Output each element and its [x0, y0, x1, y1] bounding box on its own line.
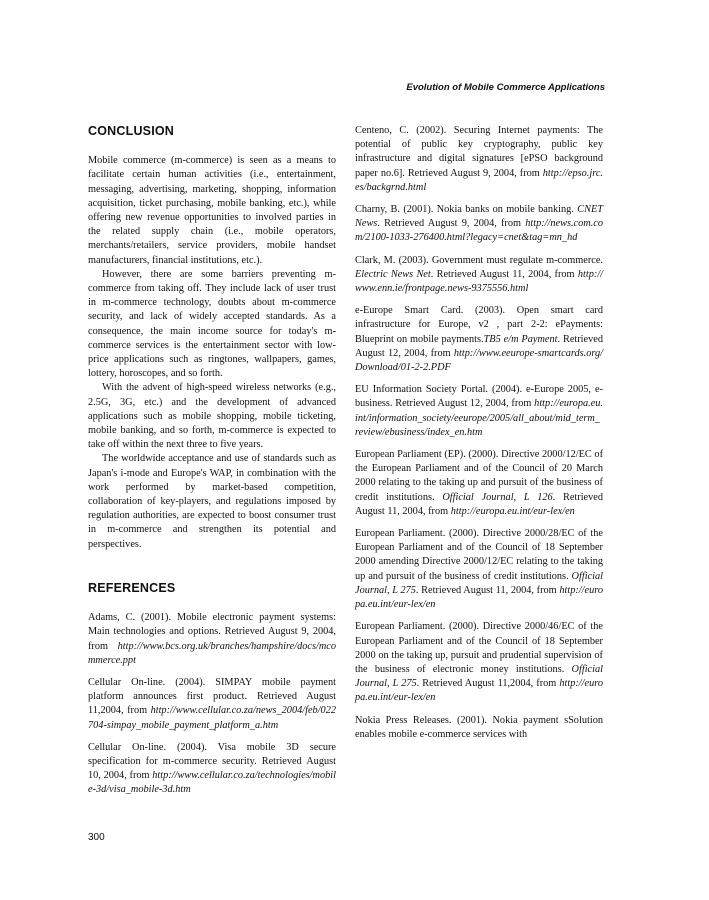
reference-source: Official Journal, L 275: [355, 663, 603, 690]
reference-source: CNET News: [355, 204, 603, 230]
reference-text: European Parliament. (2000). Directive 2000/46/EC of the European Parliament and of the Council of 18 September 2000 on the taking up, pursuit and prudential supervision of the business of electronic money institutions.: [355, 621, 603, 675]
reference-url[interactable]: http://www.bcs.org.uk/branches/hampshire/docs/mcommerce.ppt: [88, 640, 336, 666]
reference-item: [88, 676, 336, 733]
conclusion-paragraph-2: However, there are some barriers preventing m-commerce from taking off. They include lack of user trust in m-commerce technology, doubts about m-commerce security, and lack of widely accepted standards. As a consequence, the main income source for today's m-commerce services is the entertainment sector with low-price applications such as ringtones, wallpapers, games, lottery, horoscopes, and so forth.: [88, 268, 336, 380]
reference-item: [355, 527, 603, 612]
reference-text: European Parliament (EP). (2000). Directive 2000/12/EC of the European Parliament and of the Council of 20 March 2000 relating to the taking up and pursuit of the business of credit institutions.: [355, 449, 603, 503]
reference-text: EU Information Society Portal. (2004). e-Europe 2005, e-business. Retrieved August 12, 2004, from: [355, 384, 603, 410]
left-column: [88, 124, 336, 806]
reference-text: Cellular On-line. (2004). SIMPAY mobile payment platform announces first product. Retrieved August 11,2004, from: [88, 676, 336, 717]
reference-text: . Retrieved August 11, 2004, from: [430, 268, 578, 280]
reference-url[interactable]: http://europa.eu.int/eur-lex/en: [450, 505, 575, 517]
references-heading: REFERENCES: [88, 580, 176, 595]
running-header: Evolution of Mobile Commerce Applications: [406, 82, 605, 93]
reference-url[interactable]: http://europa.eu.int/eur-lex/en: [355, 584, 603, 611]
reference-url[interactable]: http://www.cellular.co.za/news_2004/feb/022704-simpay_mobile_payment_platform_a.htm: [88, 705, 336, 731]
reference-text: Nokia Press Releases. (2001). Nokia payment sSolution enables mobile e-commerce services with: [355, 714, 603, 740]
reference-url[interactable]: http://www.enn.ie/frontpage.news-9375556.html: [355, 268, 603, 295]
reference-text: . Retrieved August 9, 2004, from: [377, 218, 526, 230]
reference-text: European Parliament. (2000). Directive 2000/28/EC of the European Parliament and of the Council of 18 September 2000 amending Directive 2000/12/EC relating to the taking up and pursuit of the business of credit institutions.: [355, 528, 603, 582]
reference-text: Cellular On-line. (2004). Visa mobile 3D secure specification for m-commerce security. Retrieved August 10, 2004, from: [88, 741, 336, 782]
reference-item: [88, 611, 336, 668]
reference-item: [355, 304, 603, 375]
reference-source: Official Journal, L 275: [355, 570, 603, 596]
reference-text: . Retrieved August 11, 2004, from: [415, 584, 560, 596]
reference-item: [355, 714, 603, 742]
reference-url[interactable]: http://europa.eu.int/eur-lex/en: [355, 678, 603, 704]
reference-item: [355, 203, 603, 246]
reference-source: Electric News Net: [355, 268, 431, 280]
reference-text: . Retrieved August 11, 2004, from: [355, 491, 603, 517]
reference-url[interactable]: http://news.com.com/2100-1033-276400.html?legacy=cnet&tag=mn_hd: [355, 218, 603, 244]
reference-text: . Retrieved August 11,2004, from: [416, 678, 560, 690]
page-number: 300: [88, 832, 105, 843]
conclusion-heading: CONCLUSION: [88, 124, 175, 138]
references-left-list: [88, 611, 336, 797]
reference-source: TB5 e/m Payment: [483, 333, 558, 345]
conclusion-paragraph-4: The worldwide acceptance and use of standards such as Japan's i-mode and Europe's WAP, in combination with the work performed by market-based competition, collaboration of key-players, and regulations imposed by regulation authorities, are expected to boost consumer trust in m-commerce and strengthen its potential and perspectives.: [88, 453, 336, 550]
reference-text: Adams, C. (2001). Mobile electronic payment systems: Main technologies and options. Retrieved August 9, 2004, from: [88, 612, 336, 652]
reference-item: [355, 620, 603, 705]
reference-url[interactable]: http://europa.eu.int/information_society/eeurope/2005/all_about/mid_term_review/ebusiness/index_en.htm: [355, 398, 603, 438]
conclusion-paragraph-1: Mobile commerce (m-commerce) is seen as a means to facilitate certain human activities (i.e., entertainment, messaging, advertising, marketing, shopping, information acquisition, ticket purchasing, mobile banking, etc.), while offering new revenue opportunities to involved parties in the related supply chain (i.e., mobile operators, merchants/retailers, service providers, mobile handset manufacturers, financial institutions, etc.).: [88, 155, 336, 266]
reference-url[interactable]: http://www.cellular.co.za/technologies/mobile-3d/visa_mobile-3d.htm: [88, 770, 336, 796]
reference-url[interactable]: http://www.eeurope-smartcards.org/Download/01-2-2.PDF: [355, 347, 603, 374]
reference-item: [355, 383, 603, 440]
reference-item: [88, 741, 336, 798]
reference-text: . Retrieved August 12, 2004, from: [355, 333, 603, 359]
reference-text: Charny, B. (2001). Nokia banks on mobile banking.: [355, 204, 578, 216]
right-column: [355, 124, 603, 750]
reference-item: [355, 124, 603, 195]
reference-text: Clark, M. (2003). Government must regulate m-commerce.: [355, 254, 603, 266]
reference-text: e-Europe Smart Card. (2003). Open smart card infrastructure for Europe, v2 , part 2-2: ePayments: Blueprint on mobile payments.: [355, 305, 603, 345]
reference-source: Official Journal, L 126: [442, 491, 553, 503]
conclusion-paragraph-3: With the advent of high-speed wireless networks (e.g., 2.5G, 3G, etc.) and the development of advanced applications such as mobile shopping, mobile ticketing, mobile banking, and so forth, m-commerce is expected to take off within the next three to five years.: [88, 382, 336, 451]
reference-text: Centeno, C. (2002). Securing Internet payments: The potential of public key cryptography, public key infrastructure and digital signatures [ePSO background paper no.6]. Retrieved August 9, 2004, from: [355, 125, 603, 179]
reference-url[interactable]: http://epso.jrc.es/backgrnd.html: [355, 167, 603, 193]
reference-item: [355, 254, 603, 297]
reference-item: [355, 448, 603, 519]
